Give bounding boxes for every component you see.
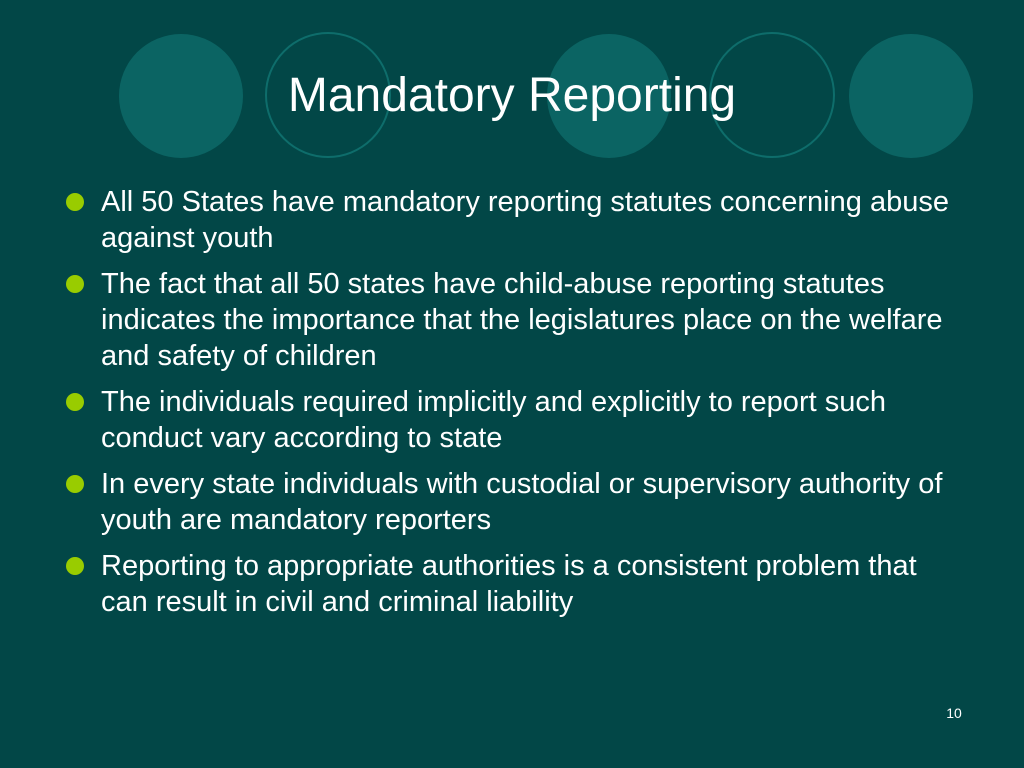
bullet-dot-icon (66, 393, 84, 411)
bullet-dot-icon (66, 475, 84, 493)
bullet-item (64, 548, 964, 620)
bullet-list (64, 184, 964, 630)
bullet-text: Reporting to appropriate authorities is a consistent problem that can result in civil and criminal liability (101, 550, 917, 618)
bullet-text: In every state individuals with custodial or supervisory authority of youth are mandatory reporters (101, 468, 943, 536)
bullet-item (64, 384, 964, 456)
bullet-dot-icon (66, 193, 84, 211)
slide-title: Mandatory Reporting (287, 69, 737, 122)
bullet-text: The fact that all 50 states have child-abuse reporting statutes indicates the importance that the legislatures place on the welfare and safety of children (101, 268, 943, 372)
bullet-item (64, 466, 964, 538)
bullet-item (64, 184, 964, 256)
bullet-text: All 50 States have mandatory reporting statutes concerning abuse against youth (101, 186, 949, 254)
bullet-dot-icon (66, 557, 84, 575)
bullet-item (64, 266, 964, 374)
bullet-dot-icon (66, 275, 84, 293)
page-number: 10 (946, 705, 962, 721)
bullet-text: The individuals required implicitly and explicitly to report such conduct vary according to state (101, 386, 886, 454)
